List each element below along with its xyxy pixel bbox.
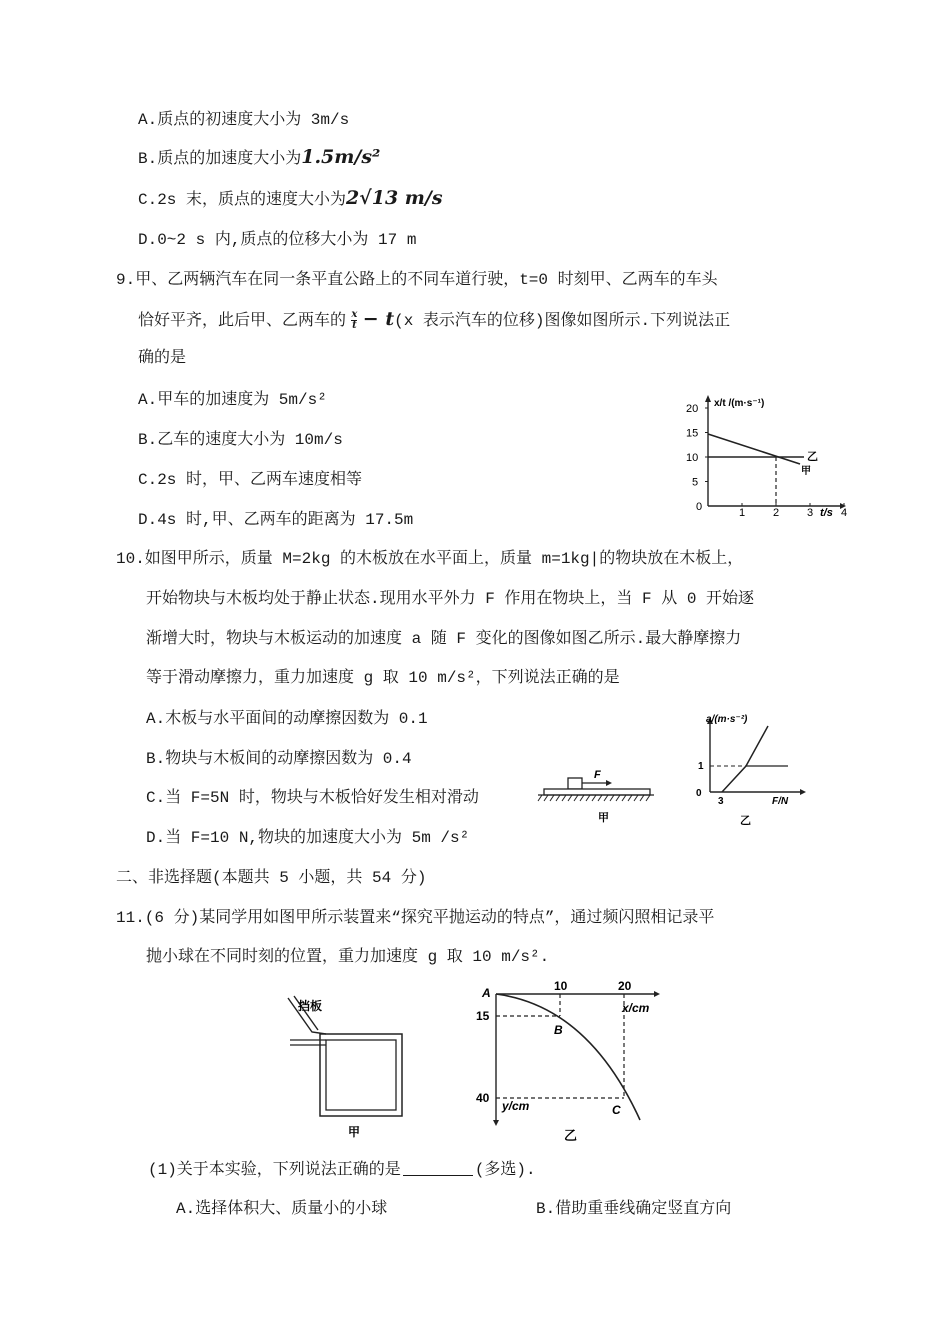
q10-stem-line2: 开始物块与木板均处于静止状态.现用水平外力 F 作用在物块上，当 F 从 0 开始逐 — [146, 590, 755, 608]
q10-hatch-line — [544, 795, 548, 801]
q9-option-c: C.2s 时，甲、乙两车速度相等 — [138, 471, 363, 489]
q10-hatch-line — [610, 795, 614, 801]
q11-option-b: B.借助重垂线确定竖直方向 — [536, 1200, 732, 1218]
q9-ytick-5: 5 — [692, 476, 699, 489]
q10-hatch-line — [634, 795, 638, 801]
q10-block — [568, 778, 582, 789]
q11-board-outer — [320, 1034, 402, 1116]
q10-hatch-line — [616, 795, 620, 801]
q8-option-d: D.0~2 s 内,质点的位移大小为 17 m — [138, 231, 417, 249]
q11-graph-y-arrow — [493, 1120, 499, 1126]
q9-stem-line1: 9.甲、乙两辆汽车在同一条平直公路上的不同车道行驶，t=0 时刻甲、乙两车的车头 — [116, 271, 718, 289]
q10-figure-yi — [688, 708, 814, 830]
q10-graph-xtick: 3 — [718, 796, 724, 807]
section2-heading: 二、非选择题(本题共 5 小题，共 54 分) — [116, 869, 427, 887]
q11-baffle-label: 挡板 — [298, 999, 323, 1013]
q8-option-b: B.质点的加速度大小为1.5m/s² — [138, 146, 381, 168]
q9-stem-line2: 恰好平齐，此后甲、乙两车的 $\frac{x}{t}$ − t(x 表示汽车的位移)图像如图所示.下列说法正 — [138, 308, 731, 331]
q8-option-c-math: 2√13 m/s — [346, 187, 443, 209]
q10-stem-line3: 渐增大时，物块与木板运动的加速度 a 随 F 变化的图像如图乙所示.最大静摩擦力 — [146, 630, 742, 648]
q10-graph-x-arrow — [800, 789, 806, 795]
q10-hatch-line — [574, 795, 578, 801]
q9-stem-line3: 确的是 — [138, 349, 187, 367]
q11-caption-jia: 甲 — [348, 1125, 361, 1139]
q11-point-b: B — [554, 1023, 563, 1037]
q11-sub1: (1)关于本实验，下列说法正确的是 (多选). — [148, 1161, 536, 1179]
q10-hatch-line — [586, 795, 590, 801]
q8-option-b-math: 1.5m/s² — [301, 146, 381, 168]
q10-hatch-line — [568, 795, 572, 801]
q9-graph-ylabel: x/t /(m·s⁻¹) — [714, 398, 765, 409]
q9-line-jia — [708, 434, 800, 464]
q11-graph-x-arrow — [654, 991, 660, 997]
q9-option-a: A.甲车的加速度为 5m/s² — [138, 391, 327, 409]
q9-option-b: B.乙车的速度大小为 10m/s — [138, 431, 343, 449]
q10-caption-jia: 甲 — [598, 812, 609, 824]
q9-xtick-1: 1 — [739, 507, 746, 518]
q8-option-a: A.质点的初速度大小为 3m/s — [138, 111, 350, 129]
q8-option-c: C.2s 末，质点的速度大小为2√13 m/s — [138, 187, 443, 209]
q11-xtick-10: 10 — [554, 979, 568, 993]
q10-caption-yi: 乙 — [740, 815, 751, 827]
q10-figure-jia — [536, 764, 656, 826]
q10-graph-origin: 0 — [696, 788, 702, 799]
q9-xtick-2: 2 — [773, 507, 780, 518]
q10-hatch-line — [592, 795, 596, 801]
q9-ytick-15: 15 — [686, 427, 699, 440]
q9-graph-y-arrow — [705, 395, 711, 402]
q10-hatch-line — [538, 795, 542, 801]
q10-board — [544, 789, 650, 795]
q9-graph-origin: 0 — [696, 501, 703, 513]
q9-ytick-20: 20 — [686, 403, 699, 415]
q10-option-c: C.当 F=5N 时，物块与木板恰好发生相对滑动 — [146, 789, 479, 807]
q11-ytick-40: 40 — [476, 1091, 490, 1105]
q9-graph-xlabel: t/s — [820, 507, 833, 518]
q11-stem-line1: 11.(6 分)某同学用如图甲所示装置来“探究平抛运动的特点”，通过频闪照相记录平 — [116, 909, 715, 927]
q10-graph-ylabel: a/(m·s⁻²) — [706, 714, 748, 725]
q11-graph-xlabel: x/cm — [622, 1001, 650, 1015]
q10-hatch-line — [646, 795, 650, 801]
q10-line-block — [722, 726, 768, 792]
q9-label-jia: 甲 — [801, 466, 811, 477]
q10-stem-line4: 等于滑动摩擦力，重力加速度 g 取 10 m/s²，下列说法正确的是 — [146, 669, 620, 687]
q10-hatch-line — [562, 795, 566, 801]
q11-figure-yi — [468, 978, 680, 1144]
q10-hatch-line — [628, 795, 632, 801]
q10-graph-ytick: 1 — [698, 761, 704, 772]
q10-stem-line1: 10.如图甲所示，质量 M=2kg 的木板放在水平面上，质量 m=1kg|的物块放在木板上， — [116, 550, 744, 568]
q9-option-d: D.4s 时,甲、乙两车的距离为 17.5m — [138, 511, 414, 529]
q11-graph-ylabel: y/cm — [502, 1099, 530, 1113]
q10-hatch-line — [556, 795, 560, 801]
q11-sub1-answer-blank — [403, 1159, 473, 1176]
q11-option-a: A.选择体积大、质量小的小球 — [176, 1200, 388, 1218]
q10-hatch-line — [550, 795, 554, 801]
q10-graph-xlabel: F/N — [772, 796, 789, 807]
q10-ground-hatch — [538, 795, 650, 801]
q9-xtick-3: 3 — [807, 507, 814, 518]
q10-hatch-line — [604, 795, 608, 801]
q10-hatch-line — [622, 795, 626, 801]
q10-force-arrowhead — [606, 780, 612, 786]
q11-ytick-15: 15 — [476, 1009, 490, 1023]
q11-figure-jia — [280, 990, 415, 1142]
q9-xtick-4: 4 — [841, 507, 848, 518]
q11-point-a: A — [482, 986, 491, 1000]
q10-option-b: B.物块与木板间的动摩擦因数为 0.4 — [146, 750, 412, 768]
q11-board-inner — [326, 1040, 396, 1110]
q11-caption-yi: 乙 — [564, 1128, 578, 1143]
q9-label-yi: 乙 — [807, 451, 818, 463]
q10-hatch-line — [598, 795, 602, 801]
q11-xtick-20: 20 — [618, 979, 632, 993]
q10-option-a: A.木板与水平面间的动摩擦因数为 0.1 — [146, 710, 428, 728]
q9-graph — [680, 388, 850, 518]
q9-ytick-10: 10 — [686, 452, 699, 464]
q10-hatch-line — [580, 795, 584, 801]
q10-option-d: D.当 F=10 N,物块的加速度大小为 5m /s² — [146, 829, 470, 847]
q9-fraction: $\frac{x}{t}$ — [351, 309, 358, 331]
q11-stem-line2: 抛小球在不同时刻的位置，重力加速度 g 取 10 m/s². — [146, 948, 550, 966]
q10-hatch-line — [640, 795, 644, 801]
q11-point-c: C — [612, 1103, 621, 1117]
q10-force-label: F — [594, 769, 601, 781]
